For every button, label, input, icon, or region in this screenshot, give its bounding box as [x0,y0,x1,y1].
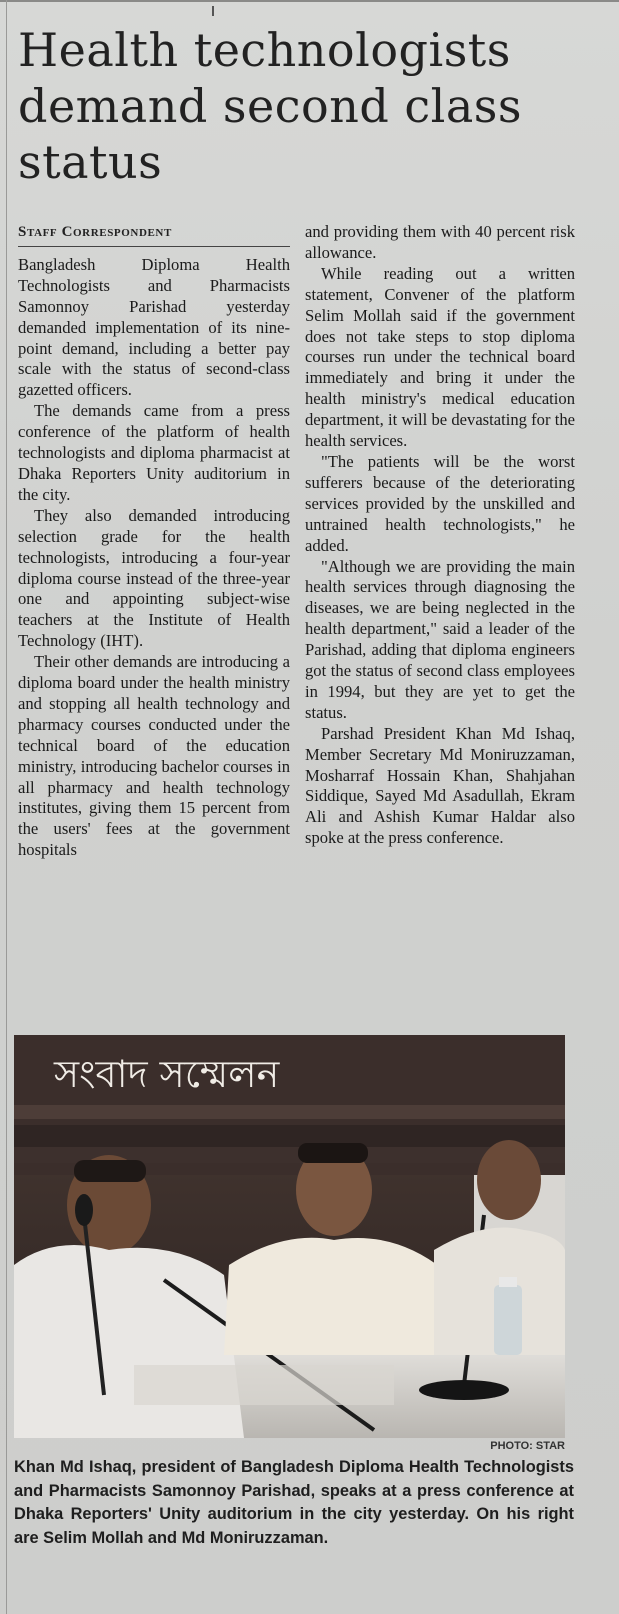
paragraph: Parshad President Khan Md Ishaq, Member Secretary Md Moniruzzaman, Mosharraf Hossain Khan, Shahjahan Siddique, Sayed Md Asadullah, Ekram Ali and Ashish Kumar Haldar also spoke at the press conference. [305,723,575,848]
byline: Staff Correspondent [18,222,290,247]
photo-illustration [14,1035,565,1438]
paragraph: "The patients will be the worst sufferers because of the deteriorating services provided by the unskilled and untrained health technologists," he added. [305,451,575,555]
top-rule [0,0,619,2]
paragraph: "Although we are providing the main health services through diagnosing the diseases, we are being neglected in the health department," said a leader of the Parishad, adding that diploma engineers got the status of second class employees in 1994, but they are yet to get the status. [305,556,575,722]
paragraph: Their other demands are introducing a diploma board under the health ministry and stopping all health technology and pharmacy courses conducted under the technical board of the education ministry, introducing bachelor courses in all pharmacy and health technology institutes, giving them 15 percent from the users' fees at the government hospitals [18,652,290,860]
article-column-right [305,222,575,849]
center-person-shirt [224,1238,454,1355]
speaker-shirt [14,1245,244,1438]
banner-text: সংবাদ সম্মেলন [54,1052,280,1096]
paragraph: and providing them with 40 percent risk allowance. [305,222,575,262]
microphone-icon [75,1194,93,1226]
paragraph: The demands came from a press conference of the platform of health technologists and diploma pharmacist at Dhaka Reporters Unity auditorium in the city. [18,401,290,504]
water-bottle [494,1285,522,1355]
print-mark [212,6,214,16]
headline: Health technologists demand second class status [18,23,522,189]
paragraph: They also demanded introducing selection grade for the health technologists, introducing a four-year diploma course instead of the three-year one and appointing subject-wise teachers at the Institute of Health Technology (IHT). [18,505,290,651]
paragraph: Bangladesh Diploma Health Technologists and Pharmacists Samonnoy Parishad yesterday demanded implementation of its nine-point demand, including a better pay scale with the status of second-class gazetted officers. [18,254,290,400]
left-column-rule [6,0,7,1614]
article-column-left [18,222,290,861]
right-person-head [477,1140,541,1220]
photo-caption: Khan Md Ishaq, president of Bangladesh Diploma Health Technologists and Pharmacists Samonnoy Parishad, speaks at a press conference at Dhaka Reporters' Unity auditorium in the city yesterday. On his right are Selim Mollah and Md Moniruzzaman. [14,1458,574,1547]
press-conference-photo [14,1035,565,1438]
photo-credit: PHOTO: STAR [490,1440,565,1452]
paragraph: While reading out a written statement, Convener of the platform Selim Mollah said if the government does not take steps to stop diploma courses run under the technical board immediately and bring it under the health ministry's medical education department, it will be devastating for the health services. [305,263,575,451]
